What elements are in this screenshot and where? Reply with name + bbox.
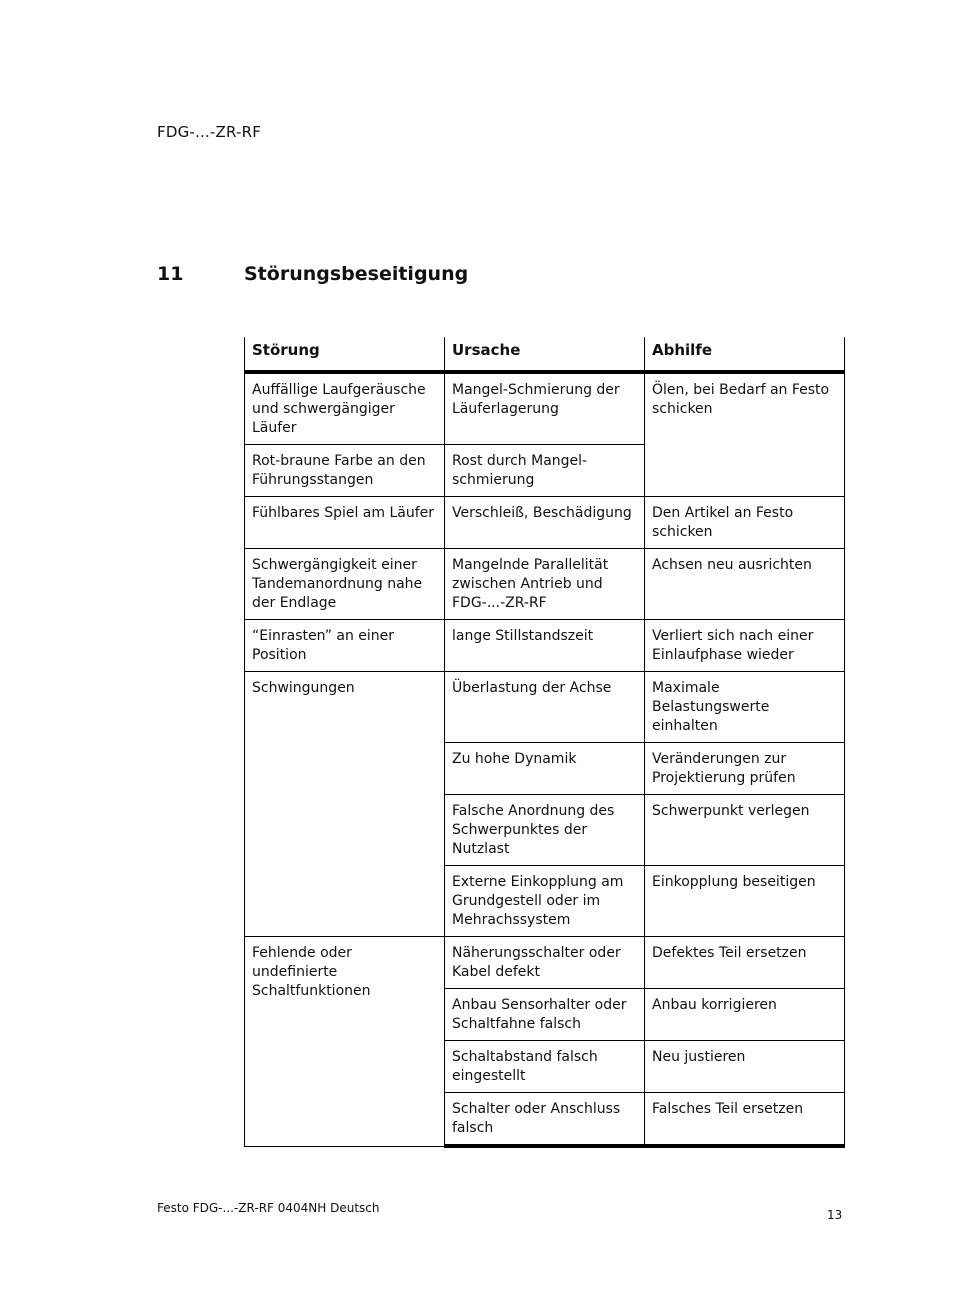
table-header-row	[245, 337, 845, 372]
ursache-cell: Schaltabstand falsch eingestellt	[445, 1041, 645, 1093]
abhilfe-cell: Neu justieren	[645, 1041, 845, 1093]
stoerung-cell: Schwingungen	[245, 672, 445, 937]
ursache-cell: Näherungsschalter oder Kabel defekt	[445, 937, 645, 989]
abhilfe-cell: Schwerpunkt verlegen	[645, 795, 845, 866]
ursache-cell: Mangelnde Parallelität zwischen Antrieb und FDG-...-ZR-RF	[445, 549, 645, 620]
abhilfe-cell: Einkopplung beseitigen	[645, 866, 845, 937]
abhilfe-cell: Veränderungen zur Projektierung prüfen	[645, 743, 845, 795]
ursache-cell: Rost durch Mangel-schmierung	[445, 445, 645, 497]
column-header-abhilfe: Abhilfe	[645, 337, 845, 372]
table-row	[245, 372, 845, 445]
ursache-cell: Externe Einkopplung am Grundgestell oder im Mehrachssystem	[445, 866, 645, 937]
stoerung-cell: Rot-braune Farbe an den Führungsstangen	[245, 445, 445, 497]
document-header: FDG-...-ZR-RF	[157, 123, 262, 141]
table-row	[245, 620, 845, 672]
abhilfe-cell: Achsen neu ausrichten	[645, 549, 845, 620]
troubleshooting-table	[244, 337, 845, 1148]
ursache-cell: lange Stillstandszeit	[445, 620, 645, 672]
table-row	[245, 672, 845, 743]
abhilfe-cell: Den Artikel an Festo schicken	[645, 497, 845, 549]
ursache-cell: Überlastung der Achse	[445, 672, 645, 743]
ursache-cell: Mangel-Schmierung der Läuferlagerung	[445, 372, 645, 445]
stoerung-cell: Auffällige Laufgeräusche und schwergängiger Läufer	[245, 372, 445, 445]
abhilfe-cell: Anbau korrigieren	[645, 989, 845, 1041]
column-header-stoerung: Störung	[245, 337, 445, 372]
table-row	[245, 549, 845, 620]
abhilfe-cell: Defektes Teil ersetzen	[645, 937, 845, 989]
ursache-cell: Anbau Sensorhalter oder Schaltfahne falsch	[445, 989, 645, 1041]
abhilfe-cell: Ölen, bei Bedarf an Festo schicken	[645, 372, 845, 497]
abhilfe-cell: Maximale Belastungswerte einhalten	[645, 672, 845, 743]
ursache-cell: Zu hohe Dynamik	[445, 743, 645, 795]
abhilfe-cell: Verliert sich nach einer Einlaufphase wieder	[645, 620, 845, 672]
stoerung-cell: Schwergängigkeit einer Tandemanordnung nahe der Endlage	[245, 549, 445, 620]
section-title: Störungsbeseitigung	[244, 263, 469, 285]
ursache-cell: Verschleiß, Beschädigung	[445, 497, 645, 549]
table-row	[245, 497, 845, 549]
ursache-cell: Schalter oder Anschluss falsch	[445, 1093, 645, 1147]
abhilfe-cell: Falsches Teil ersetzen	[645, 1093, 845, 1147]
ursache-cell: Falsche Anordnung des Schwerpunktes der Nutzlast	[445, 795, 645, 866]
table-row	[245, 937, 845, 989]
page-number: 13	[827, 1208, 843, 1222]
column-header-ursache: Ursache	[445, 337, 645, 372]
stoerung-cell: Fehlende oder undefinierte Schaltfunktionen	[245, 937, 445, 1147]
stoerung-cell: “Einrasten” an einer Position	[245, 620, 445, 672]
document-footer: Festo FDG-...-ZR-RF 0404NH Deutsch	[157, 1201, 380, 1215]
section-number: 11	[157, 263, 184, 285]
stoerung-cell: Fühlbares Spiel am Läufer	[245, 497, 445, 549]
